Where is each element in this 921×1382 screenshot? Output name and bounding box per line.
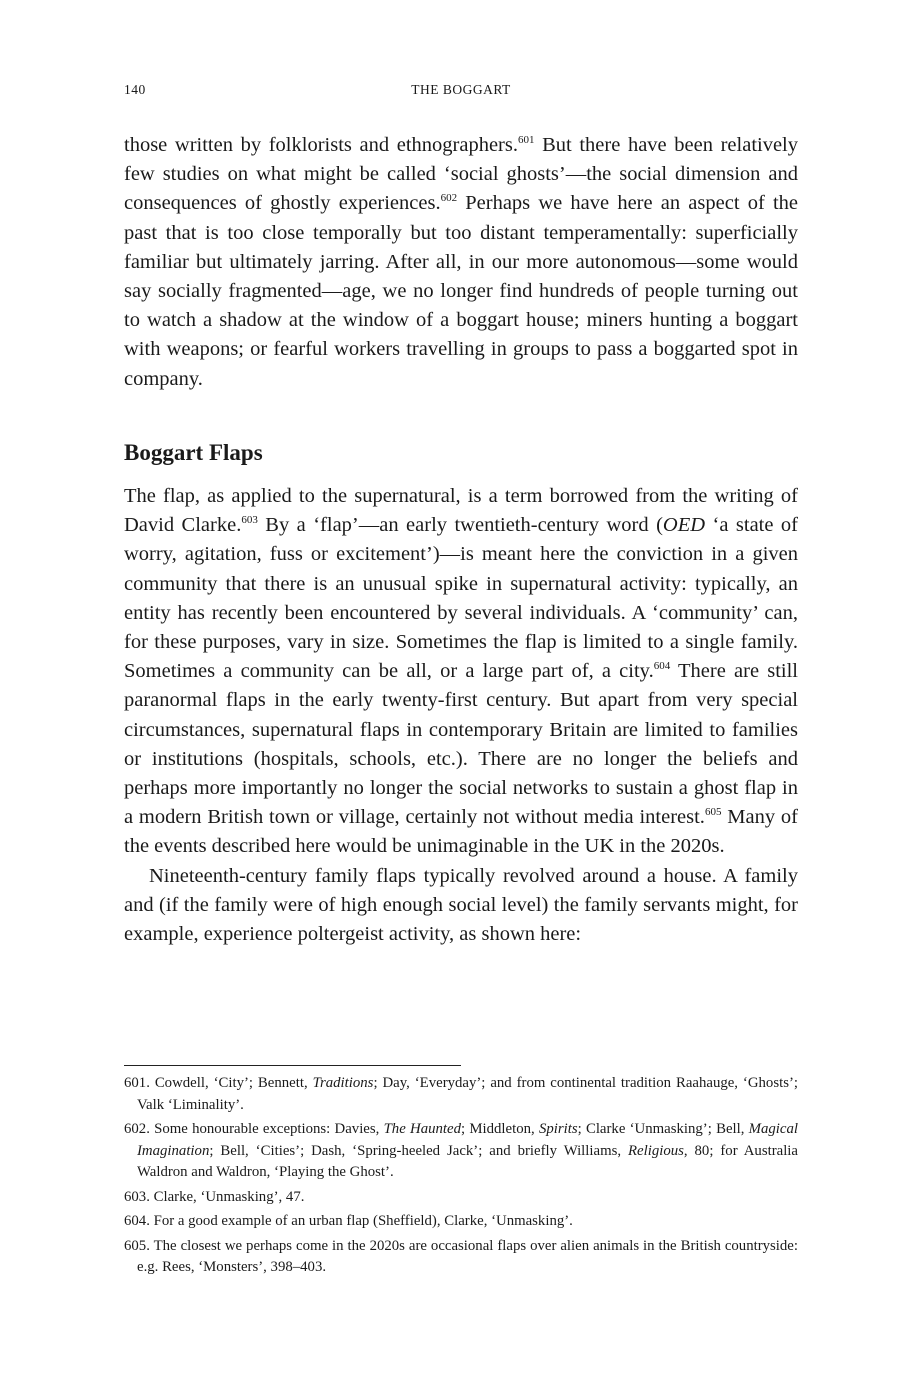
footnote-603: 603. Clarke, ‘Unmasking’, 47. (124, 1188, 305, 1205)
footnote-divider (124, 1065, 461, 1066)
footnote-605: 605. The closest we perhaps come in the 2020s are occasional flaps over alien animals in the British countryside: e.g. Rees, ‘Monsters’, 398–403. (124, 1237, 798, 1275)
footnote-601: 601. Cowdell, ‘City’; Bennett, Traditions; Day, ‘Everyday’; and from continental tradition Raahauge, ‘Ghosts’; Valk ‘Liminality’. (124, 1075, 798, 1113)
paragraph-family-flaps: Nineteenth-century family flaps typically revolved around a house. A family and (if the family were of high enough social level) the family servants might, for example, experience poltergeist activity, as shown here: (124, 864, 798, 946)
oed-abbrev: OED (662, 514, 706, 537)
opening-paragraph: those written by folklorists and ethnographers.$^{601}$ But there have been relatively few studies on what might be called ‘social ghosts’—the social dimension and consequences of ghostly experiences.$^{602}$ Perhaps we have here an aspect of the past that is too close temporally but too distant temperamentally: superficially familiar but ultimately jarring. After all, in our more autonomous—some would say socially fragmented—age, we no longer find hundreds of people turning out to watch a shadow at the window of a boggart house; miners hunting a boggart with weapons; or fearful workers travelling in groups to pass a boggarted spot in company. (124, 134, 799, 390)
section-body (124, 482, 798, 949)
footnotes (124, 1073, 798, 1282)
footnote-ref-605[interactable]: 605 (704, 806, 722, 819)
page-number: 140 (124, 82, 146, 97)
footnote-602: 602. Some honourable exceptions: Davies, The Haunted; Middleton, Spirits; Clarke ‘Unmasking’; Bell, Magical Imagination; Bell, ‘Cities’; Dash, ‘Spring-heeled Jack’; and briefly Williams, Religious, 80; for Australia Waldron and Waldron, ‘Playing the Ghost’. (124, 1121, 798, 1180)
running-title: THE BOGGART (411, 82, 511, 97)
paragraph-flap-definition: The flap, as applied to the supernatural, is a term borrowed from the writing of David Clarke.$^{603}$ By a ‘flap’—an early twentieth-century word (OED ‘a state of worry, agitation, fuss or excitement’)—is meant here the conviction in a given community that there is an unusual spike in supernatural activity: typically, an entity has recently been encountered by several individuals. A ‘community’ can, for these purposes, vary in size. Sometimes the flap is limited to a single family. Sometimes a community can be all, or a large part of, a city.$^{604}$ There are still paranormal flaps in the early twenty-first century. But apart from very special circumstances, supernatural flaps in contemporary Britain are limited to families or institutions (hospitals, schools, etc.). There are no longer the beliefs and perhaps more importantly no longer the social networks to sustain a ghost flap in a modern British town or village, certainly not without media interest.$^{605}$ Many of the events described here would be unimaginable in the UK in the 2020s. (124, 485, 799, 858)
footnote-604: 604. For a good example of an urban flap (Sheffield), Clarke, ‘Unmasking’. (124, 1213, 573, 1229)
footnote-ref-603[interactable]: 603 (241, 514, 258, 527)
footnote-ref-601[interactable]: 601 (517, 134, 535, 146)
section-heading: Boggart Flaps (124, 440, 263, 465)
footnote-ref-602[interactable]: 602 (440, 192, 458, 205)
running-head (124, 82, 798, 102)
footnote-ref-604[interactable]: 604 (653, 660, 671, 673)
